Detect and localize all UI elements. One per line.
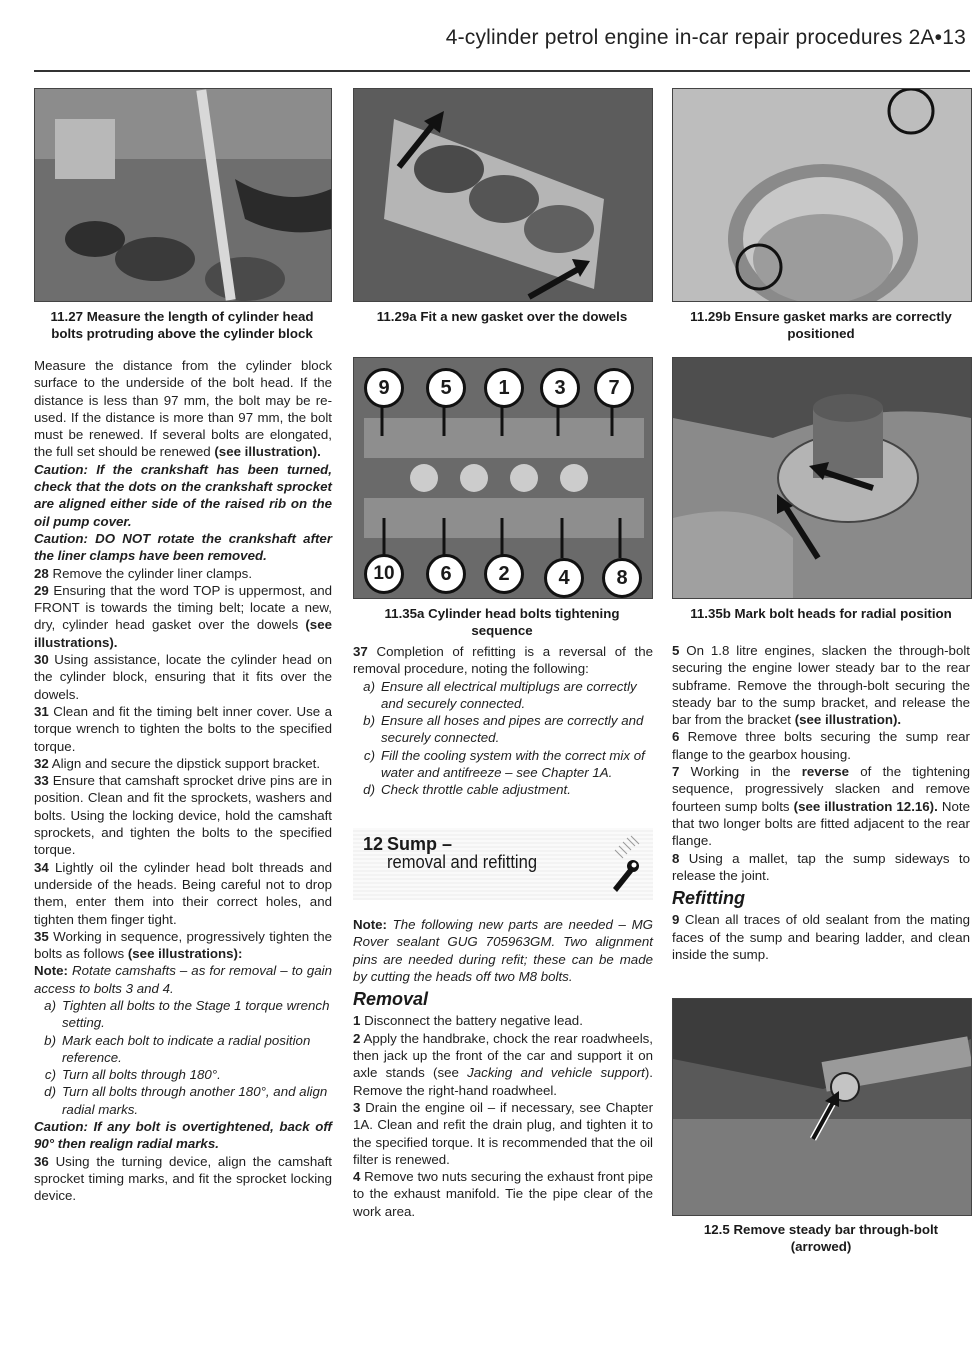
section-number: 12 [363, 834, 384, 854]
removal-heading: Removal [353, 989, 429, 1010]
caution-do-not-rotate: Caution: DO NOT rotate the crankshaft after the liner clamps have been removed. [34, 530, 332, 564]
step-1: 1 Disconnect the battery negative lead. [353, 1013, 583, 1029]
photo-11-35a [353, 357, 653, 599]
step-2: 2 Apply the handbrake, chock the rear roadwheels, then jack up the front of the car and support it on axle stands (see Jacking and vehicle support). Remove the right-hand roadwheel. [353, 1030, 653, 1098]
list-item-b: b) Ensure all hoses and pipes are correctly and securely connected. [363, 713, 644, 746]
note-new-parts: Note: The following new parts are needed – MG Rover sealant GUG 705963GM. Two alignment pins are needed during refit; these can be made by cutting the heads off two M8 bolts. [353, 917, 653, 984]
list-item-c: c) Fill the cooling system with the correct mix of water and antifreeze – see Chapter 1A. [363, 747, 645, 781]
section-heading-12 [353, 828, 653, 900]
wrench-difficulty-icon [607, 834, 645, 896]
photo-11-29a [353, 88, 653, 302]
refitting-heading: Refitting [672, 888, 745, 909]
step-9: 9 Clean all traces of old sealant from the mating faces of the sump and bearing ladder, and clean inside the sump. [672, 912, 970, 963]
caption-11-29b: 11.29b Ensure gasket marks are correctly positioned [690, 309, 952, 341]
note-camshafts: Note: Rotate camshafts – as for removal – to gain access to bolts 3 and 4. [34, 963, 332, 996]
list-item-a: a) Tighten all bolts to the Stage 1 torque wrench setting. [44, 997, 330, 1031]
step-4: 4 Remove two nuts securing the exhaust front pipe to the exhaust manifold. Tie the pipe clear of the work area. [353, 1169, 653, 1219]
step-6: 6 Remove three bolts securing the sump rear flange to the gearbox housing. [672, 729, 970, 762]
step-35: 35 Working in sequence, progressively tighten the bolts as follows (see illustrations): [34, 928, 332, 962]
step-37: 37 Completion of refitting is a reversal of the removal procedure, noting the following: [353, 644, 653, 677]
bolt-label-6: 6 [426, 554, 466, 594]
list-item-b: b) Mark each bolt to indicate a radial position reference. [44, 1032, 311, 1065]
header-rule [34, 70, 970, 72]
column-2-upper [353, 643, 653, 799]
list-item-a: a) Ensure all electrical multiplugs are correctly and securely connected. [363, 678, 637, 711]
step-30: 30 Using assistance, locate the cylinder head on the cylinder block, ensuring that it fits over the dowels. [34, 652, 332, 702]
list-item-d: d) Check throttle cable adjustment. [363, 782, 571, 798]
step-29: 29 Ensuring that the word TOP is uppermost, and FRONT is towards the timing belt; locate a new, dry, cylinder head gasket over the dowels (see illustrations). [34, 582, 332, 650]
bolt-label-10: 10 [364, 554, 404, 594]
list-item-d: d) Turn all bolts through another 180°, and align radial marks. [44, 1084, 328, 1117]
bolt-label-9: 9 [364, 368, 404, 408]
step-34: 34 Lightly oil the cylinder head bolt threads and underside of the heads. Being careful not to drop them, enter them into their correct holes, and tighten them finger tight. [34, 859, 332, 927]
page-header [34, 20, 970, 70]
step-3: 3 Drain the engine oil – if necessary, see Chapter 1A. Clean and refit the drain plug, and tighten it to the specified torque. It is recommended that the oil filter is renewed. [353, 1099, 653, 1167]
caption-11-29a: 11.29a Fit a new gasket over the dowels [376, 309, 628, 324]
step-8: 8 Using a mallet, tap the sump sideways to release the joint. [672, 850, 970, 883]
bolt-label-5: 5 [426, 368, 466, 408]
step-36: 36 Using the turning device, align the camshaft sprocket timing marks, and fit the sprocket locking device. [34, 1153, 332, 1204]
column-2-lower [353, 916, 653, 1220]
bolt-label-8: 8 [602, 558, 642, 598]
list-item-c: c) Turn all bolts through 180°. [44, 1067, 221, 1083]
photo-11-27 [34, 88, 332, 302]
step-7: 7 Working in the reverse of the tightening sequence, progressively slacken and remove fourteen sump bolts (see illustration 12.16). Note that two longer bolts are fitted adjacent to the rear flange. [672, 764, 970, 849]
section-title-line2: removal and refitting [387, 852, 538, 872]
caption-11-35b: 11.35b Mark bolt heads for radial position [690, 606, 952, 621]
step-33: 33 Ensure that camshaft sprocket drive pins are in position. Clean and fit the sprockets, washers and bolts. Using the locking device, hold the camshaft sprockets, and tighten the bolts to the specified torque. [34, 773, 332, 858]
bolt-label-7: 7 [594, 368, 634, 408]
photo-11-35b [672, 357, 972, 599]
bolt-label-4: 4 [544, 558, 584, 598]
bolt-label-3: 3 [540, 368, 580, 408]
running-header-title: 4-cylinder petrol engine in-car repair procedures 2A•13 [445, 26, 966, 49]
column-1 [34, 357, 332, 1205]
step-31: 31 Clean and fit the timing belt inner cover. Use a torque wrench to tighten the bolts to the specified torque. [34, 703, 332, 754]
caption-11-35a: 11.35a Cylinder head bolts tightening sequence [384, 606, 620, 638]
step-5: 5 On 1.8 litre engines, slacken the through-bolt securing the engine lower steady bar to the rear subframe. Remove the through-bolt securing the steady bar to the sump bracket, and release the bar from the bracket (see illustration). [672, 643, 970, 728]
section-title-line1: Sump – [387, 834, 453, 854]
column-3 [672, 642, 970, 963]
caution-overtightened: Caution: If any bolt is overtightened, back off 90° then realign radial marks. [34, 1119, 332, 1152]
step-28: 28 Remove the cylinder liner clamps. [34, 565, 253, 581]
photo-11-29b [672, 88, 972, 302]
caution-crankshaft-turned: Caution: If the crankshaft has been turned, check that the dots on the crankshaft sprocket are aligned either side of the raised rib on the oil pump cover. [34, 461, 332, 529]
caption-12-5: 12.5 Remove steady bar through-bolt (arrowed) [703, 1222, 939, 1254]
bolt-label-1: 1 [484, 368, 524, 408]
caption-11-27: 11.27 Measure the length of cylinder head bolts protruding above the cylinder block [50, 309, 314, 341]
photo-12-5 [672, 998, 972, 1216]
bolt-label-2: 2 [484, 554, 524, 594]
step-32: 32 Align and secure the dipstick support bracket. [34, 755, 321, 771]
intro-paragraph: Measure the distance from the cylinder block surface to the underside of the bolt head. If the distance is less than 97 mm, the bolt may be re-used. If the distance is more than 97 mm, the bolt must be renewed. If several bolts are elongated, the full set should be renewed (see illustration). [34, 358, 332, 460]
